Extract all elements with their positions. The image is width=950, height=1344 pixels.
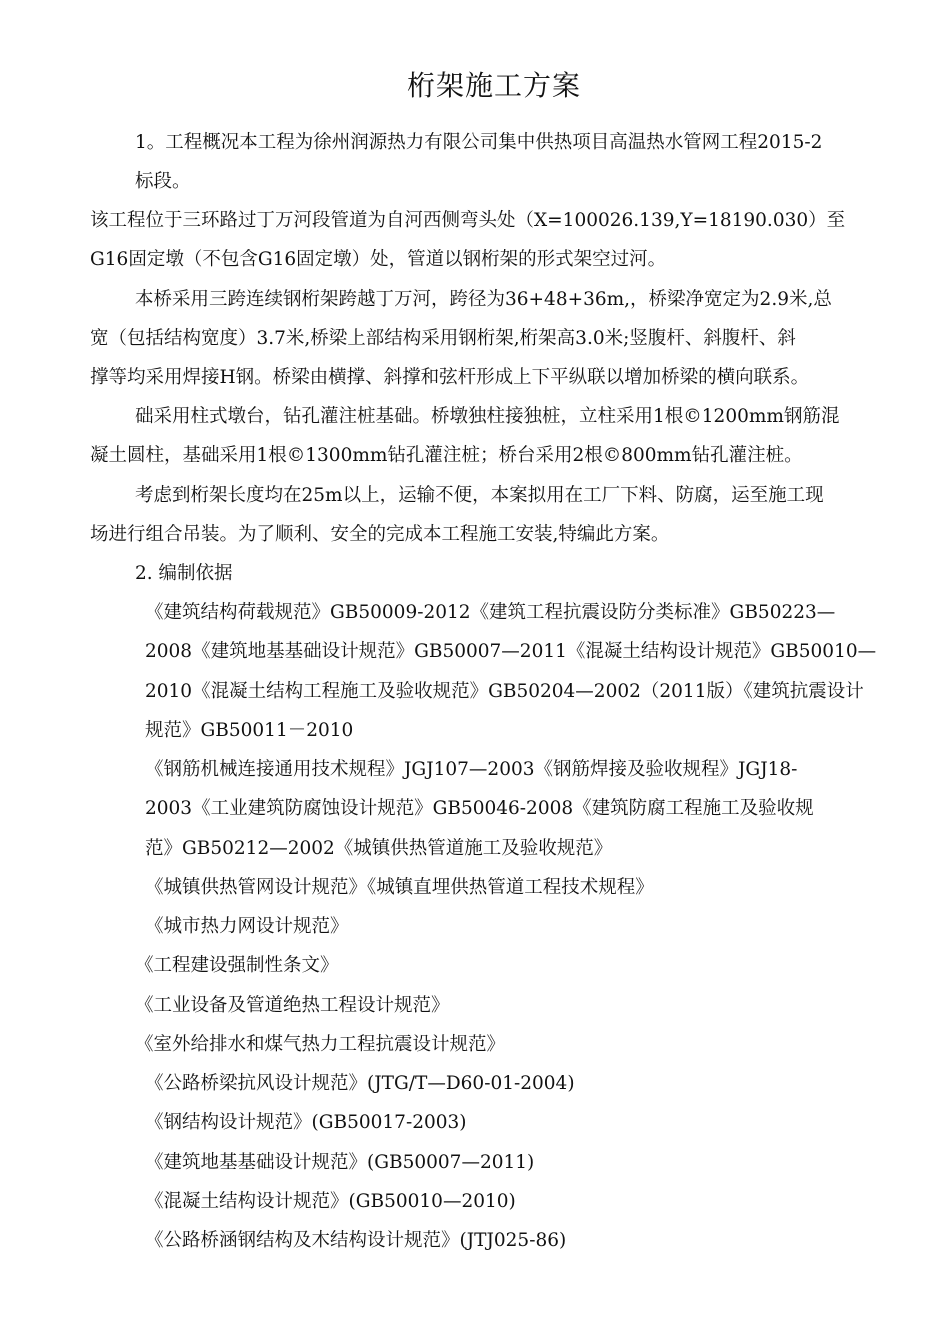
foundation-line-1: 础采用柱式墩台，钻孔灌注桩基础。桥墩独柱接独桩，立柱采用1根©1200mm钢筋混 bbox=[135, 406, 840, 427]
bridge-line-2: 宽（包括结构宽度）3.7米,桥梁上部结构采用钢桁架,桁架高3.0米;竖腹杆、斜腹杆、斜 bbox=[90, 328, 796, 349]
reference-line-15: 《建筑地基基础设计规范》(GB50007—2011) bbox=[145, 1152, 535, 1173]
foundation-line-2: 凝土圆柱，基础采用1根©1300mm钻孔灌注桩；桥台采用2根©800mm钻孔灌注桩。 bbox=[90, 445, 803, 466]
document-title: 桁架施工方案 bbox=[406, 69, 581, 102]
bridge-line-3: 撑等均采用焊接H钢。桥梁由横撑、斜撑和弦杆形成上下平纵联以增加桥梁的横向联系。 bbox=[90, 367, 810, 388]
reference-line-8: 《城镇供热管网设计规范》《城镇直埋供热管道工程技术规程》 bbox=[145, 877, 654, 898]
reference-line-1: 《建筑结构荷载规范》GB50009-2012《建筑工程抗震设防分类标准》GB50223— bbox=[145, 602, 836, 623]
reference-line-14: 《钢结构设计规范》(GB50017-2003) bbox=[145, 1112, 467, 1133]
reference-line-11: 《工业设备及管道绝热工程设计规范》 bbox=[135, 995, 450, 1016]
location-line-1: 该工程位于三环路过丁万河段管道为自河西侧弯头处（X=100026.139,Y=18190.030）至 bbox=[90, 210, 846, 231]
reference-line-6: 2003《工业建筑防腐蚀设计规范》GB50046-2008《建筑防腐工程施工及验收规 bbox=[145, 798, 814, 819]
reference-line-12: 《室外给排水和煤气热力工程抗震设计规范》 bbox=[135, 1034, 506, 1055]
overview-line-1: 1。工程概况本工程为徐州润源热力有限公司集中供热项目高温热水管网工程2015-2 bbox=[135, 132, 823, 153]
transport-line-2: 场进行组合吊装。为了顺利、安全的完成本工程施工安装,特编此方案。 bbox=[90, 524, 670, 545]
location-line-2: G16固定墩（不包含G16固定墩）处，管道以钢桁架的形式架空过河。 bbox=[90, 249, 667, 270]
reference-line-4: 规范》GB50011－2010 bbox=[145, 720, 354, 741]
reference-line-17: 《公路桥涵钢结构及木结构设计规范》(JTJ025-86) bbox=[145, 1230, 567, 1251]
overview-line-2: 标段。 bbox=[135, 171, 191, 192]
reference-line-9: 《城市热力网设计规范》 bbox=[145, 916, 349, 937]
reference-line-3: 2010《混凝土结构工程施工及验收规范》GB50204—2002（2011版）《建筑抗震设计 bbox=[145, 681, 864, 702]
transport-line-1: 考虑到桁架长度均在25m以上，运输不便，本案拟用在工厂下料、防腐，运至施工现 bbox=[135, 485, 824, 506]
reference-line-16: 《混凝土结构设计规范》(GB50010—2010) bbox=[145, 1191, 516, 1212]
reference-line-10: 《工程建设强制性条文》 bbox=[135, 955, 339, 976]
section-heading: 2. 编制依据 bbox=[135, 563, 233, 584]
reference-line-5: 《钢筋机械连接通用技术规程》JGJ107—2003《钢筋焊接及验收规程》JGJ18- bbox=[145, 759, 798, 780]
bridge-line-1: 本桥采用三跨连续钢桁架跨越丁万河，跨径为36+48+36m,，桥梁净宽定为2.9米,总 bbox=[135, 289, 832, 310]
reference-line-7: 范》GB50212—2002《城镇供热管道施工及验收规范》 bbox=[145, 838, 613, 859]
reference-line-13: 《公路桥梁抗风设计规范》(JTG/T—D60-01-2004) bbox=[145, 1073, 575, 1094]
reference-line-2: 2008《建筑地基基础设计规范》GB50007—2011《混凝土结构设计规范》GB50010— bbox=[145, 641, 877, 662]
